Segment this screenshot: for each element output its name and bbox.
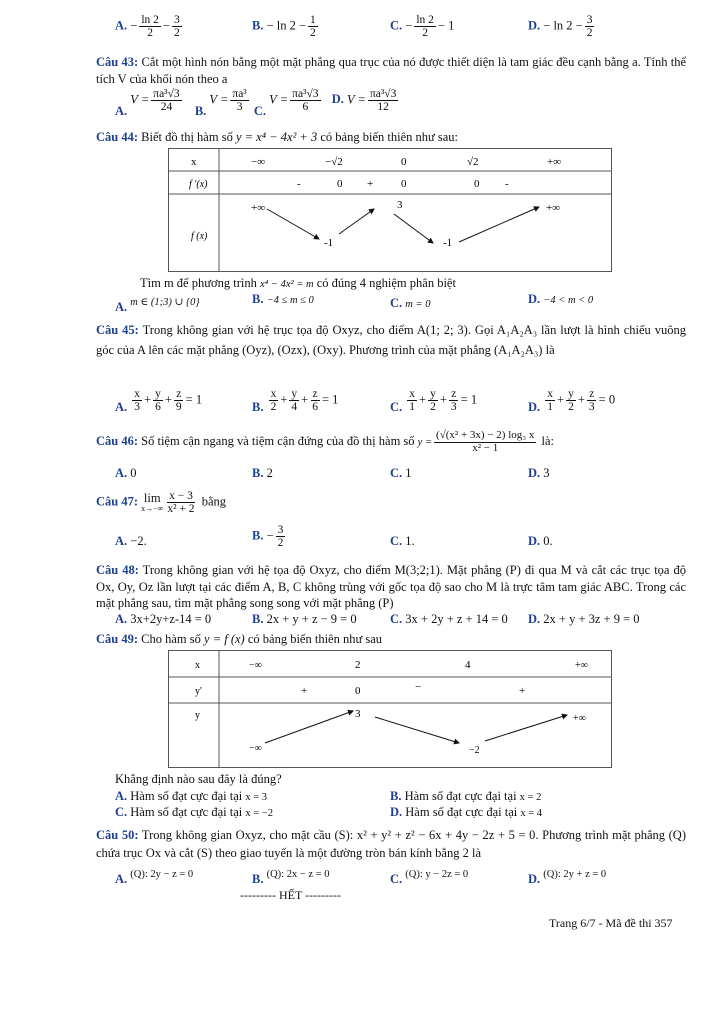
fp-sign: 0 (337, 178, 343, 190)
q48-stem: Câu 48: Trong không gian với hệ tọa độ Oxyz, cho điểm M(3;2;1). Mặt phẳng (P) đi qua M và cắt các trục tọa độ Ox, Oy, Oz lần lượt tại các điểm A, B, C không trùng với gốc tọa độ sao cho M là trực tâm tam giác ABC. Trong các mặt phẳng sau, tìm mặt phẳng song song với mặt phẳng (P) (96, 563, 686, 610)
q44-task: Tìm m để phương trình x⁴ − 4x² = m có đúng 4 nghiệm phân biệt (140, 276, 456, 290)
increase-arrow (339, 209, 374, 234)
q42-option-b: B. − ln 2 − $\frac{1}{2}$ (252, 14, 316, 40)
increase-arrow (265, 711, 353, 743)
q45-stem: Câu 45: Trong không gian với hệ trục tọa độ Oxyz, cho điểm A(1; 2; 3). Gọi A₁A₂A₃ lần lượt là hình chiếu vuông góc của A lên các mặt phẳng (Oyz), (Ozx), (Oxy). Phương trình của mặt phẳng (A₁A₂A₃) là (96, 323, 686, 357)
q50-option-b: B. (Q): 2x − z = 0 (252, 869, 330, 886)
q47-option-d: D. 0. (528, 534, 553, 548)
f-value: +∞ (546, 202, 561, 214)
q42-option-d: D. − ln 2 − $\frac{3}{2}$ (528, 14, 593, 40)
x-value: +∞ (547, 156, 562, 168)
q45-option-c: C. $\frac{x}{1}$ + $\frac{y}{2}$ + $\frac{z}{3}$ = 1 (390, 388, 478, 415)
fp-sign: + (367, 178, 374, 190)
q49-variation-table (168, 650, 612, 768)
q48-option-a: A. 3x+2y+z-14 = 0 (115, 612, 212, 626)
fp-sign: 0 (401, 178, 407, 190)
q50-stem: Câu 50: Trong không gian Oxyz, cho mặt cầu (S): x² + y² + z² − 6x + 4y − 2z + 5 = 0. Phương trình mặt phẳng (Q) chứa trục Ox và cắt (S) theo giao tuyến là một đường tròn bán kính bằng 2 là (96, 828, 686, 860)
q43-options: A. V = $\frac{\text{πa³√3}}{24}$ B. V = $\frac{\text{πa³}}{3}$ C. V = $\frac{\text{πa³√3}}{6}$ D. V = $\frac{\text{πa³√3}}{12}$ (115, 88, 397, 119)
q45-option-b: B. $\frac{x}{2}$ + $\frac{y}{4}$ + $\frac{z}{6}$ = 1 (252, 388, 339, 415)
x-label: x (191, 156, 197, 168)
y-value: +∞ (573, 713, 586, 724)
q46-option-d: D. 3 (528, 466, 550, 480)
q47-stem: Câu 47: lim x→−∞ $\frac{x - 3}{\text{x² + 2}}$ bằng (96, 490, 226, 516)
q49-option-b: B. Hàm số đạt cực đại tại x = 2 (390, 789, 542, 803)
decrease-arrow (267, 209, 319, 239)
q48-option-d: D. 2x + y + 3z + 9 = 0 (528, 612, 640, 626)
end-marker: --------- HẾT --------- (240, 888, 342, 902)
q42-option-a: A. − $\frac{\ln 2}{2}$ − $\frac{3}{2}$ (115, 14, 180, 40)
q49-stem: Câu 49: Cho hàm số y = f (x) có bảng biến thiên như sau (96, 632, 383, 646)
f-value: -1 (324, 237, 334, 249)
yp-sign: + (301, 685, 308, 697)
q49-option-d: D. Hàm số đạt cực đại tại x = 4 (390, 805, 543, 819)
q45-option-a: A. $\frac{x}{3}$ + $\frac{y}{6}$ + $\frac{z}{9}$ = 1 (115, 388, 203, 415)
q46-option-b: B. 2 (252, 466, 273, 480)
q47-option-b: B. − $\frac{3}{2}$ (252, 524, 284, 550)
q50-option-a: A. (Q): 2y − z = 0 (115, 869, 194, 886)
y-value: −2 (469, 745, 480, 756)
fp-sign: - (505, 178, 509, 190)
fraction: $\frac{1}{2}$ (310, 14, 316, 40)
q44-option-d: D. −4 < m < 0 (528, 292, 594, 306)
q50-option-d: D. (Q): 2y + z = 0 (528, 869, 607, 886)
q44-option-a: A. m ∈ (1;3) ∪ {0} (115, 297, 200, 314)
q48-option-c: C. 3x + 2y + z + 14 = 0 (390, 612, 508, 626)
x-value: √2 (467, 156, 479, 168)
q48-option-b: B. 2x + y + z − 9 = 0 (252, 612, 357, 626)
x-value: +∞ (575, 660, 588, 671)
fraction: $\frac{3}{2}$ (173, 14, 180, 40)
x-label: x (195, 660, 200, 671)
fp-label: f '(x) (189, 179, 208, 190)
y-label: y (195, 710, 200, 721)
q44-option-c: C. m = 0 (390, 296, 431, 310)
q47-option-c: C. 1. (390, 534, 415, 548)
increase-arrow (459, 207, 539, 242)
q44-option-b: B. −4 ≤ m ≤ 0 (252, 292, 314, 306)
x-value: 2 (355, 659, 361, 671)
increase-arrow (485, 715, 567, 741)
yp-sign: − (415, 681, 422, 693)
q45-option-d: D. $\frac{x}{1}$ + $\frac{y}{2}$ + $\frac{z}{3}$ = 0 (528, 388, 616, 415)
yp-sign: + (519, 685, 526, 697)
x-value: 4 (465, 659, 471, 671)
q46-option-a: A. 0 (115, 466, 137, 480)
fraction: $\frac{\ln 2}{2}$ (416, 14, 434, 40)
f-value: +∞ (251, 202, 266, 214)
fraction: $\frac{\ln 2}{2}$ (141, 14, 159, 40)
q46-option-c: C. 1 (390, 466, 412, 480)
f-value: -1 (443, 237, 453, 249)
q46-stem: Câu 46: Số tiệm cận ngang và tiệm cận đứng của đồ thị hàm số y = $\frac{\text{(√(x² + 3x) − 2) log₃ x}}{\text{x² − 1}}$ là: (96, 429, 554, 454)
q49-table-svg (169, 651, 611, 767)
yp-sign: 0 (355, 685, 361, 697)
x-value: −∞ (251, 156, 266, 168)
yp-label: y' (195, 686, 202, 697)
q44-stem: Câu 44: Biết đồ thị hàm số y = x⁴ − 4x² + 3 có bảng biến thiên như sau: (96, 130, 459, 144)
f-label: f (x) (191, 231, 208, 242)
q49-question: Khẳng định nào sau đây là đúng? (115, 772, 282, 786)
y-value: −∞ (249, 743, 262, 754)
x-value: 0 (401, 156, 407, 168)
page-footer: Trang 6/7 - Mã đề thi 357 (549, 916, 673, 930)
x-value: −√2 (325, 156, 343, 168)
q44-table-svg (169, 149, 611, 271)
q49-option-c: C. Hàm số đạt cực đại tại x = −2 (115, 805, 273, 819)
q43-stem: Câu 43: Cắt một hình nón bằng một mặt phẳng qua trục của nó được thiết diện là tam giác đều cạnh bằng a. Tính thể tích V của khối nón theo a (96, 55, 686, 86)
q44-variation-table (168, 148, 612, 272)
fp-sign: 0 (474, 178, 480, 190)
fp-sign: - (297, 178, 301, 190)
fraction: $\frac{3}{2}$ (586, 14, 593, 40)
decrease-arrow (394, 214, 433, 243)
q47-option-a: A. −2. (115, 534, 147, 548)
decrease-arrow (375, 717, 459, 743)
x-value: −∞ (249, 660, 262, 671)
y-value: 3 (355, 708, 361, 720)
q42-option-c: C. − $\frac{\ln 2}{2}$ − 1 (390, 14, 455, 40)
q49-option-a: A. Hàm số đạt cực đại tại x = 3 (115, 789, 268, 803)
q50-option-c: C. (Q): y − 2z = 0 (390, 869, 469, 886)
f-value: 3 (397, 199, 403, 211)
